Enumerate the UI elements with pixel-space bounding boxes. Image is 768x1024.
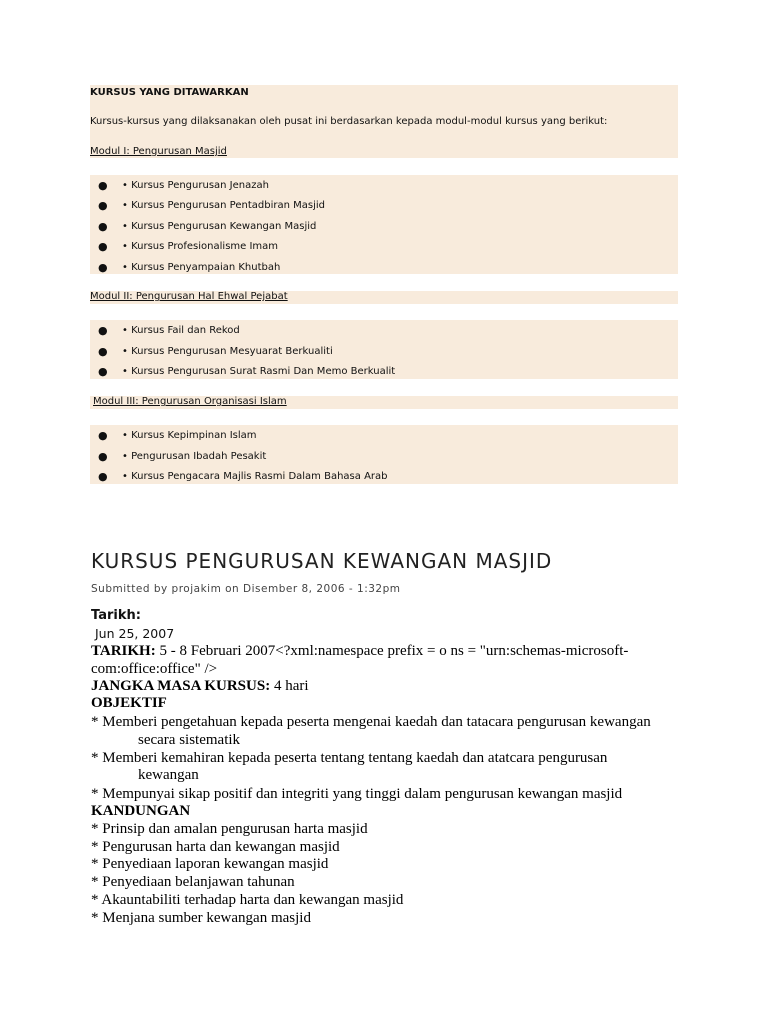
- bullet-icon: ●: [98, 450, 108, 463]
- objektif-item-1-cont: secara sistematik: [138, 732, 241, 748]
- objektif-item-3: * Mempunyai sikap positif dan integriti yang tinggi dalam pengurusan kewangan masjid: [91, 786, 623, 802]
- module-title-3[interactable]: Modul III: Pengurusan Organisasi Islam: [93, 396, 287, 407]
- objektif-heading: OBJEKTIF: [91, 695, 167, 711]
- kandungan-item: * Akauntabiliti terhadap harta dan kewangan masjid: [91, 892, 404, 908]
- kandungan-item: * Menjana sumber kewangan masjid: [91, 910, 311, 926]
- jangka-line: [91, 678, 309, 695]
- kandungan-heading: KANDUNGAN: [91, 803, 191, 819]
- module-title-2[interactable]: Modul II: Pengurusan Hal Ehwal Pejabat: [90, 291, 288, 302]
- bullet-icon: ●: [98, 179, 108, 192]
- intro-heading: KURSUS YANG DITAWARKAN: [90, 87, 249, 98]
- article-title[interactable]: KURSUS PENGURUSAN KEWANGAN MASJID: [91, 549, 553, 573]
- bullet-icon: ●: [98, 470, 108, 483]
- kandungan-item: * Pengurusan harta dan kewangan masjid: [91, 839, 340, 855]
- bullet-icon: ●: [98, 365, 108, 378]
- intro-panel: [90, 85, 678, 158]
- bullet-icon: ●: [98, 220, 108, 233]
- submitted-info: Submitted by projakim on Disember 8, 2006 - 1:32pm: [91, 583, 401, 595]
- kandungan-item: * Prinsip dan amalan pengurusan harta masjid: [91, 821, 368, 837]
- jangka-label: JANGKA MASA KURSUS:: [91, 678, 271, 694]
- tarikh-value: Jun 25, 2007: [95, 626, 175, 641]
- jangka-value: 4 hari: [273, 678, 309, 694]
- module-list-1: ● • Kursus Pengurusan Jenazah ● • Kursus Pengurusan Pentadbiran Masjid ● • Kursus Pengurusan Kewangan Masjid ● • Kursus Profesionalisme Imam ● • Kursus Penyampaian Khutbah: [90, 175, 678, 274]
- intro-description: Kursus-kursus yang dilaksanakan oleh pusat ini berdasarkan kepada modul-modul kursus yang berikut:: [90, 116, 608, 127]
- objektif-item-1: * Memberi pengetahuan kepada peserta mengenai kaedah dan tatacara pengurusan kewangan: [91, 714, 651, 730]
- tarikh2-label: TARIKH:: [91, 643, 156, 659]
- bullet-icon: ●: [98, 199, 108, 212]
- bullet-icon: ●: [98, 345, 108, 358]
- bullet-icon: ●: [98, 261, 108, 274]
- module-title-1[interactable]: Modul I: Pengurusan Masjid: [90, 146, 227, 157]
- tarikh2-value: 5 - 8 Februari 2007<?xml:namespace prefix = o ns = "urn:schemas-microsoft-: [159, 643, 629, 659]
- tarikh2-line1: [91, 643, 628, 660]
- kandungan-item: * Penyediaan belanjawan tahunan: [91, 874, 295, 890]
- objektif-item-2: * Memberi kemahiran kepada peserta tentang tentang kaedah dan atatcara pengurusan: [91, 750, 608, 766]
- tarikh2-line2: com:office:office" />: [91, 661, 218, 677]
- bullet-icon: ●: [98, 324, 108, 337]
- kandungan-item: * Penyediaan laporan kewangan masjid: [91, 856, 329, 872]
- objektif-item-2-cont: kewangan: [138, 767, 199, 783]
- bullet-icon: ●: [98, 429, 108, 442]
- module-list-3: ● • Kursus Kepimpinan Islam ● • Pengurusan Ibadah Pesakit ● • Kursus Pengacara Majlis Rasmi Dalam Bahasa Arab: [90, 425, 678, 484]
- module-list-2: ● • Kursus Fail dan Rekod ● • Kursus Pengurusan Mesyuarat Berkualiti ● • Kursus Pengurusan Surat Rasmi Dan Memo Berkualit: [90, 320, 678, 379]
- tarikh-label: Tarikh:: [91, 608, 141, 623]
- module-title-band-3: [90, 396, 678, 409]
- module-title-band-2: [90, 291, 678, 304]
- bullet-icon: ●: [98, 240, 108, 253]
